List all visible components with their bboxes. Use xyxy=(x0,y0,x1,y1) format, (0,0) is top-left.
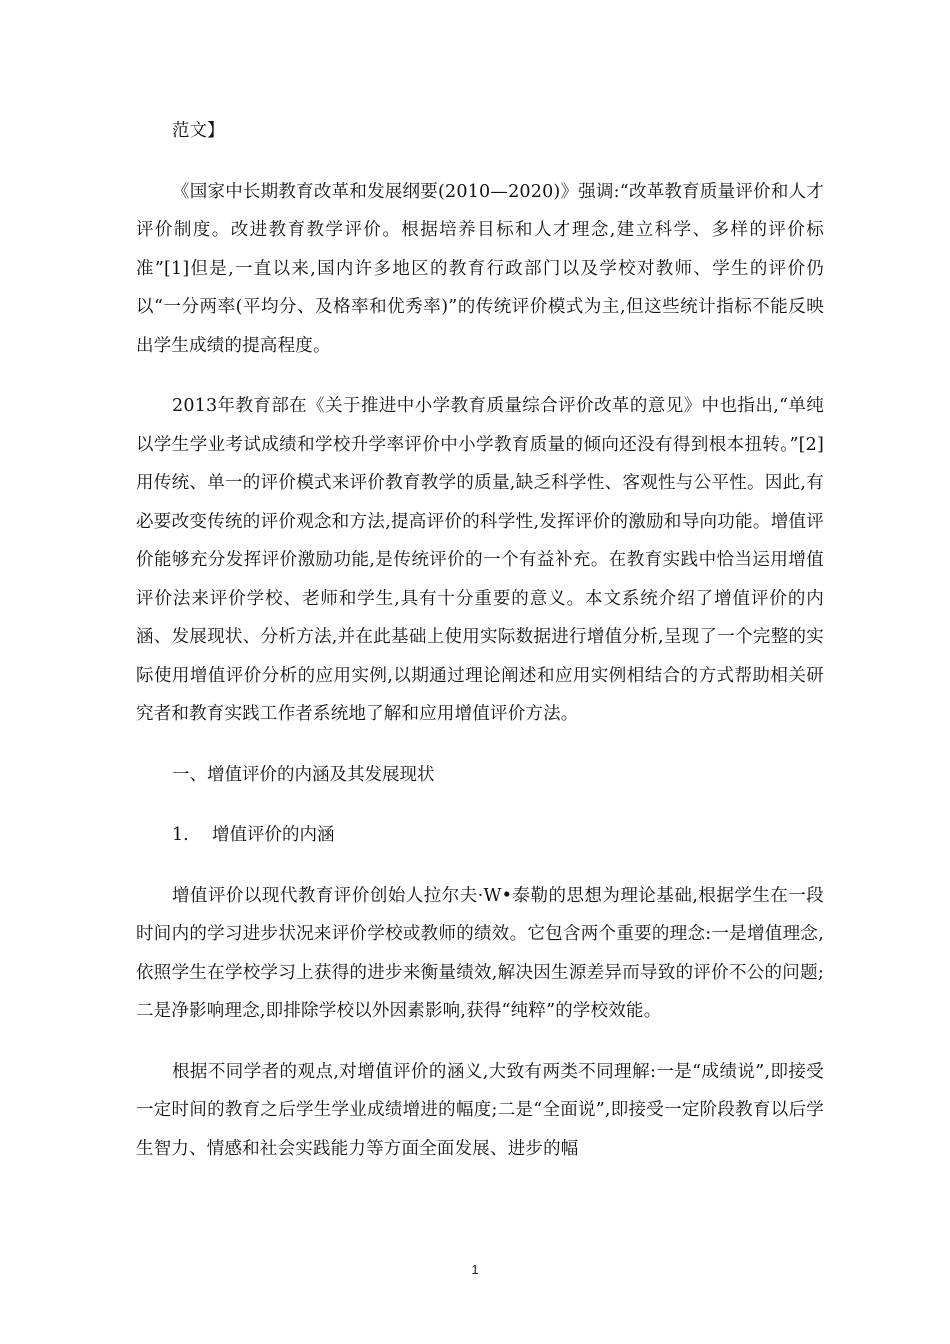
document-body xyxy=(136,112,824,1168)
spacer xyxy=(136,794,824,816)
subsection-title: 增值评价的内涵 xyxy=(212,825,335,845)
spacer xyxy=(136,365,824,387)
spacer xyxy=(136,855,824,877)
paragraph-value-added-definition: 增值评价以现代教育评价创始人拉尔夫·W•泰勒的思想为理论基础,根据学生在一段时间内的学习进步状况来评价学校或教师的绩效。它包含两个重要的理念:一是增值理念,依照学生在学校学习上获得的进步来衡量绩效,解决因生源差异而导致的评价不公的问题;二是净影响理念,即排除学校以外因素影响,获得“纯粹”的学校效能。 xyxy=(136,885,824,1021)
subsection-number: 1. xyxy=(172,825,189,845)
spacer xyxy=(136,151,824,173)
page-number: 1 xyxy=(471,1262,479,1277)
spacer xyxy=(136,734,824,756)
subsection-heading xyxy=(136,816,824,855)
spacer xyxy=(136,1031,824,1053)
paragraph-2013-opinion: 2013年教育部在《关于推进中小学教育质量综合评价改革的意见》中也指出,“单纯以学生学业考试成绩和学校升学率评价中小学教育质量的倾向还没有得到根本扭转。”[2]用传统、单一的评价模式来评价教育教学的质量,缺乏科学性、客观性与公平性。因此,有必要改变传统的评价观念和方法,提高评价的科学性,发挥评价的激励和导向功能。增值评价能够充分发挥评价激励功能,是传统评价的一个有益补充。在教育实践中恰当运用增值评价法来评价学校、老师和学生,具有十分重要的意义。本文系统介绍了增值评价的内涵、发展现状、分析方法,并在此基础上使用实际数据进行增值分析,呈现了一个完整的实际使用增值评价分析的应用实例,以期通过理论阐述和应用实例相结合的方式帮助相关研究者和教育实践工作者系统地了解和应用增值评价方法。 xyxy=(136,396,824,724)
section-heading: 一、增值评价的内涵及其发展现状 xyxy=(172,764,435,785)
paragraph-policy-quote: 《国家中长期教育改革和发展纲要(2010—2020)》强调:“改革教育质量评价和人才评价制度。改进教育教学评价。根据培养目标和人才理念,建立科学、多样的评价标准”[1]但是,一直以来,国内许多地区的教育行政部门以及学校对教师、学生的评价仍以“一分两率(平均分、及格率和优秀率)”的传统评价模式为主,但这些统计指标不能反映出学生成绩的提高程度。 xyxy=(136,181,824,356)
paragraph-scholar-views: 根据不同学者的观点,对增值评价的涵义,大致有两类不同理解:一是“成绩说”,即接受一定时间的教育之后学生学业成绩增进的幅度;二是“全面说”,即接受一定阶段教育以后学生智力、情感和社会实践能力等方面全面发展、进步的幅 xyxy=(136,1061,824,1159)
intro-heading: 范文】 xyxy=(172,121,225,141)
